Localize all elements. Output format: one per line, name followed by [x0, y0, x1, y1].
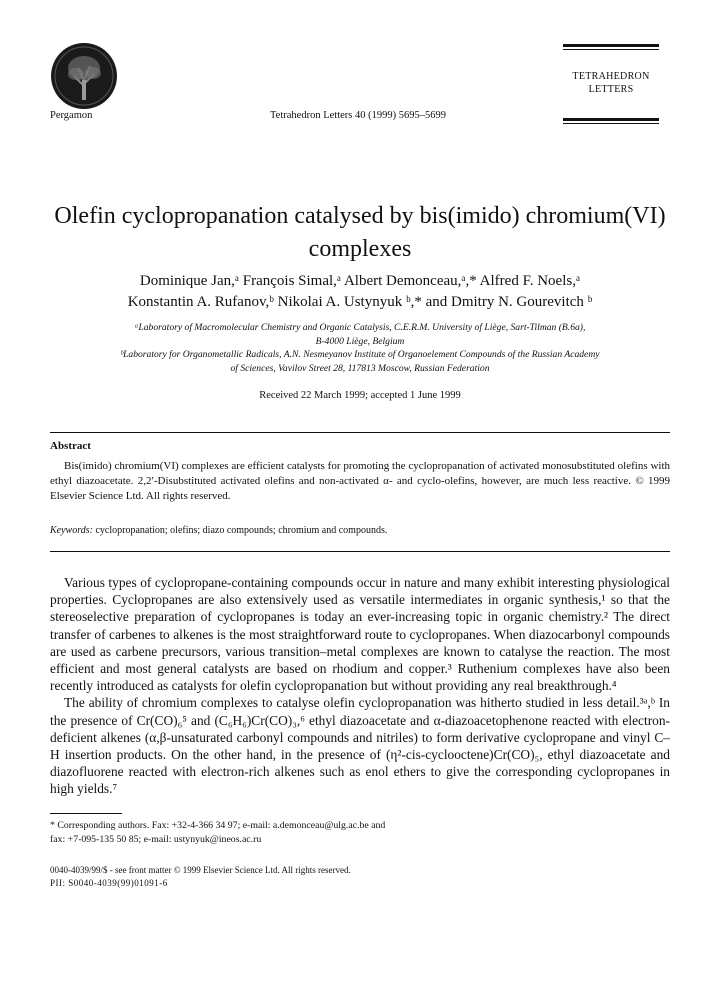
body-paragraph-1: Various types of cyclopropane-containing compounds occur in nature and many exhibit interesting physiological properties. Cyclopropanes are also extensively used as versatile intermediates in organic synthesis,¹ so that the stereoselective preparation of cyclopropanes is today an ever-increasing topic in organic chemistry.² The direct transfer of carbenes to alkenes is the most straightforward route to cyclopropanes. When diazocarbonyl compounds are used as carbene precursors, various transition–metal complexes are known to catalyse the reaction. The most efficient and most general catalysts are based on rhodium and copper.³ Ruthenium complexes have also been recently introduced as catalysts for olefin cyclopropanation but without providing any real breakthrough.⁴ — [50, 575, 670, 694]
abstract-text: Bis(imido) chromium(VI) complexes are efficient catalysts for promoting the cyclopropanation of activated monosubstituted olefins with ethyl diazoacetate. 2,2′-Disubstituted activated olefins and non-activated α- and cyclo-olefins, however, are much less reactive. © 1999 Elsevier Science Ltd. All rights reserved. — [50, 460, 670, 502]
corresponding-author-footnote — [50, 819, 670, 847]
authors-line2: Konstantin A. Rufanov,ᵇ Nikolai A. Ustynyuk ᵇ,* and Dmitry N. Gourevitch ᵇ — [127, 294, 593, 310]
received-dates: Received 22 March 1999; accepted 1 June 1999 — [259, 390, 461, 401]
affiliation-b-line1: ᵇLaboratory for Organometallic Radicals, A.N. Nesmeyanov Institute of Organoelement Compounds of the Russian Academy — [120, 349, 600, 360]
affiliation-b-line2: of Sciences, Vavilov Street 28, 117813 Moscow, Russian Federation — [230, 362, 490, 374]
copyright-notice — [50, 864, 351, 890]
masthead-rule-bottom — [563, 118, 659, 121]
footnote-line1: * Corresponding authors. Fax: +32-4-366 34 97; e-mail: a.demonceau@ulg.ac.be and — [50, 820, 386, 831]
publisher-name: Pergamon — [50, 110, 93, 121]
abstract-rule-top — [50, 432, 670, 433]
pii-identifier: PII: S0040-4039(99)01091-6 — [50, 878, 168, 888]
keywords-list: cyclopropanation; olefins; diazo compounds; chromium and compounds. — [95, 525, 388, 536]
affiliation-a-line2: B-4000 Liège, Belgium — [315, 335, 405, 347]
masthead-rule-bottom-thin — [563, 123, 659, 124]
authors-line1: Dominique Jan,ᵃ François Simal,ᵃ Albert Demonceau,ᵃ,* Alfred F. Noels,ᵃ — [139, 273, 581, 289]
footnote-rule — [50, 813, 122, 814]
journal-citation: Tetrahedron Letters 40 (1999) 5695–5699 — [270, 110, 446, 121]
author-list — [40, 271, 680, 313]
journal-masthead — [563, 44, 659, 124]
body-text — [50, 574, 670, 798]
keywords — [50, 525, 670, 536]
body-paragraph-2: The ability of chromium complexes to catalyse olefin cyclopropanation was hitherto studied in less detail.³ᵃ,ᵇ In the presence of Cr(CO)₆⁵ and (C₆H₆)Cr(CO)₃,⁶ ethyl diazoacetate and α-diazoacetophenone reacted with electron-deficient alkenes (α,β-unsaturated carbonyl compounds and nitriles) to form derivative cyclopropane and vinyl C–H insertion products. On the other hand, in the presence of (η²-cis-cyclooctene)Cr(CO)₅, ethyl diazoacetate and diazofluorene reacted with electron-rich alkenes such as enol ethers to give the corresponding cyclopropanes in high yields.⁷ — [50, 695, 670, 797]
journal-name-line2: LETTERS — [588, 84, 634, 95]
article-title: Olefin cyclopropanation catalysed by bis(imido) chromium(VI) complexes — [54, 203, 666, 262]
abstract-heading: Abstract — [50, 440, 91, 452]
masthead-rule-top — [563, 44, 659, 47]
publisher-logo-icon — [50, 42, 118, 110]
journal-name — [563, 70, 659, 96]
affiliation-a-line1: ᵃLaboratory of Macromolecular Chemistry and Organic Catalysis, C.E.R.M. University of Liège, Sart-Tilman (B.6a), — [134, 322, 586, 333]
abstract-rule-bottom — [50, 551, 670, 552]
journal-name-line1: TETRAHEDRON — [572, 71, 650, 82]
affiliations — [40, 321, 680, 375]
copyright-line1: 0040-4039/99/$ - see front matter © 1999 Elsevier Science Ltd. All rights reserved. — [50, 865, 351, 875]
footnote-line2: fax: +7-095-135 50 85; e-mail: ustynyuk@ineos.ac.ru — [50, 834, 262, 845]
keywords-label: Keywords: — [50, 525, 93, 536]
masthead-rule-top-thin — [563, 49, 659, 50]
